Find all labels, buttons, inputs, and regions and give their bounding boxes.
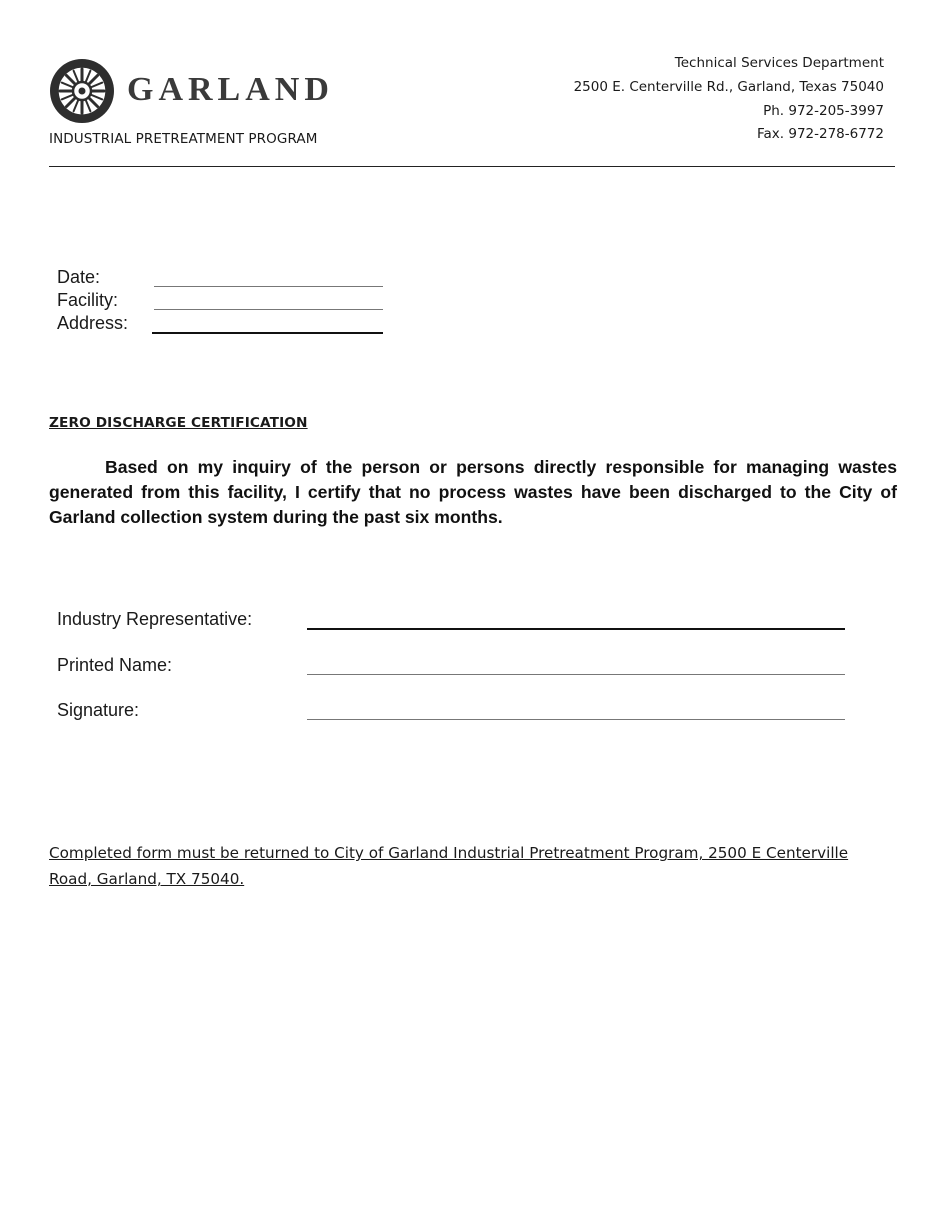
header-divider: [49, 166, 895, 167]
facility-label: Facility:: [57, 290, 119, 310]
certification-statement: Based on my inquiry of the person or persons directly responsible for managing wastes generated from this facility, I certify that no process wastes have been discharged to the City of Garland collection system during the past six months.: [49, 457, 897, 527]
return-instructions: Completed form must be returned to City of Garland Industrial Pretreatment Program, 2500 E Centerville Road, Garland, TX 75040.: [49, 844, 849, 888]
industry-rep-field[interactable]: [307, 628, 845, 630]
signature-label: Signature:: [57, 700, 140, 720]
address-label: Address:: [57, 313, 129, 333]
contact-phone: Ph. 972-205-3997: [763, 102, 884, 119]
date-field-row: [57, 266, 387, 288]
date-label: Date:: [57, 267, 101, 287]
signature-field[interactable]: [307, 719, 845, 720]
signature-row: [57, 699, 847, 723]
address-field-row: [57, 312, 387, 334]
garland-wordmark: GARLAND: [127, 71, 334, 108]
industry-rep-row: [57, 608, 847, 632]
address-field[interactable]: [152, 332, 383, 334]
certification-heading: ZERO DISCHARGE CERTIFICATION: [49, 415, 308, 431]
contact-department: Technical Services Department: [674, 55, 884, 71]
garland-seal-logo: [49, 58, 115, 124]
printed-name-label: Printed Name:: [57, 655, 173, 675]
date-field[interactable]: [154, 286, 383, 287]
contact-fax: Fax. 972-278-6772: [756, 126, 884, 143]
printed-name-field[interactable]: [307, 674, 845, 675]
industry-rep-label: Industry Representative:: [57, 609, 253, 629]
facility-field-row: [57, 289, 387, 311]
facility-field[interactable]: [154, 309, 383, 310]
contact-block: [574, 52, 884, 147]
printed-name-row: [57, 654, 847, 678]
contact-address: 2500 E. Centerville Rd., Garland, Texas 75040: [573, 78, 884, 95]
program-label: INDUSTRIAL PRETREATMENT PROGRAM: [49, 131, 318, 147]
